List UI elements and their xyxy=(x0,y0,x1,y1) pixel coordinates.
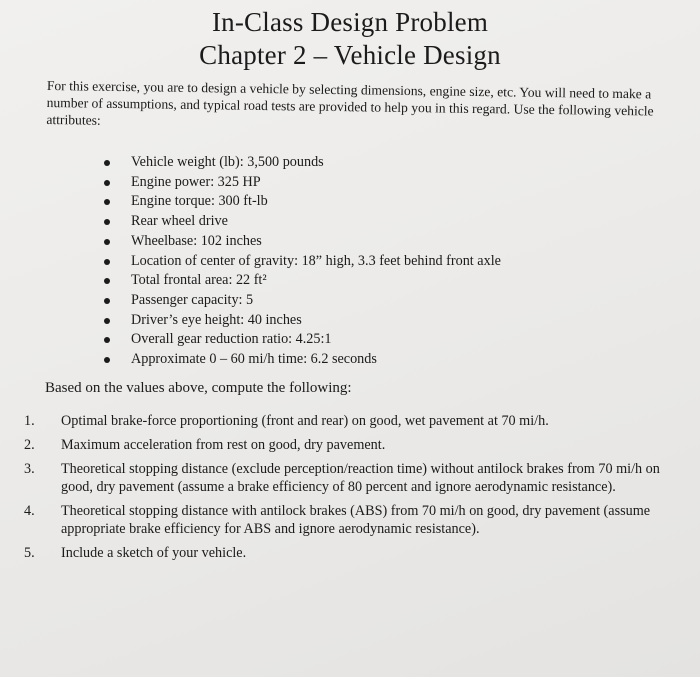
title-block xyxy=(0,6,700,72)
question-item xyxy=(24,502,679,538)
question-item xyxy=(24,460,679,496)
attribute-item xyxy=(100,271,640,291)
question-text: Optimal brake-force proportioning (front and rear) on good, wet pavement at 70 mi/h. xyxy=(61,413,549,429)
question-number: 2. xyxy=(24,437,35,453)
attribute-item xyxy=(100,252,640,272)
attribute-item xyxy=(100,173,640,193)
attribute-item xyxy=(100,232,640,252)
attribute-text: Rear wheel drive xyxy=(131,213,228,230)
question-number: 1. xyxy=(24,413,35,429)
bullet-icon xyxy=(104,180,110,186)
attribute-item xyxy=(100,192,640,212)
bullet-icon xyxy=(104,278,110,284)
attribute-text: Total frontal area: 22 ft² xyxy=(131,272,267,289)
vehicle-attributes-list xyxy=(100,153,640,370)
attribute-text: Engine torque: 300 ft-lb xyxy=(131,193,268,210)
bullet-icon xyxy=(104,337,110,343)
bullet-icon xyxy=(104,259,110,265)
question-number: 4. xyxy=(24,503,35,519)
attribute-item xyxy=(100,311,640,331)
question-text: Maximum acceleration from rest on good, dry pavement. xyxy=(61,437,386,453)
question-text: Include a sketch of your vehicle. xyxy=(61,545,247,561)
question-text: Theoretical stopping distance (exclude perception/reaction time) without antilock brakes from 70 mi/h on good, dry pavement (assume a brake efficiency of 80 percent and ignore aerodynamic resistance). xyxy=(61,461,660,495)
attribute-text: Passenger capacity: 5 xyxy=(131,291,254,308)
questions-list xyxy=(24,412,679,568)
attribute-text: Location of center of gravity: 18” high, 3.3 feet behind front axle xyxy=(131,252,501,269)
attribute-text: Overall gear reduction ratio: 4.25:1 xyxy=(131,331,332,348)
bullet-icon xyxy=(104,219,110,225)
document-subtitle: Chapter 2 – Vehicle Design xyxy=(199,40,501,70)
attribute-text: Wheelbase: 102 inches xyxy=(131,232,262,249)
bullet-icon xyxy=(104,298,110,304)
question-item xyxy=(24,436,679,454)
bullet-icon xyxy=(104,199,110,205)
attribute-item xyxy=(100,330,640,350)
bullet-icon xyxy=(104,160,110,166)
attribute-text: Engine power: 325 HP xyxy=(131,173,261,190)
bullet-icon xyxy=(104,239,110,245)
attribute-item xyxy=(100,212,640,232)
document-title: In-Class Design Problem xyxy=(211,7,489,37)
question-number: 5. xyxy=(24,545,35,561)
question-item xyxy=(24,412,679,430)
attribute-item xyxy=(100,291,640,311)
bullet-icon xyxy=(104,357,110,363)
instructions-lead: Based on the values above, compute the following: xyxy=(45,380,352,396)
attribute-item xyxy=(100,153,640,173)
attribute-text: Vehicle weight (lb): 3,500 pounds xyxy=(131,154,324,170)
bullet-icon xyxy=(104,318,110,324)
attribute-text: Approximate 0 – 60 mi/h time: 6.2 seconds xyxy=(131,351,377,368)
question-number: 3. xyxy=(24,461,35,477)
question-text: Theoretical stopping distance with antilock brakes (ABS) from 70 mi/h on good, dry pavement (assume appropriate brake efficiency for ABS and ignore aerodynamic resistance). xyxy=(61,503,651,537)
intro-paragraph: For this exercise, you are to design a vehicle by selecting dimensions, engine size, etc. You will need to make a number of assumptions, and typical road tests are provided to help you in this regard. Use the following vehicle attributes: xyxy=(46,77,654,128)
attribute-item xyxy=(100,350,640,370)
attribute-text: Driver’s eye height: 40 inches xyxy=(131,311,302,328)
question-item xyxy=(24,544,679,562)
